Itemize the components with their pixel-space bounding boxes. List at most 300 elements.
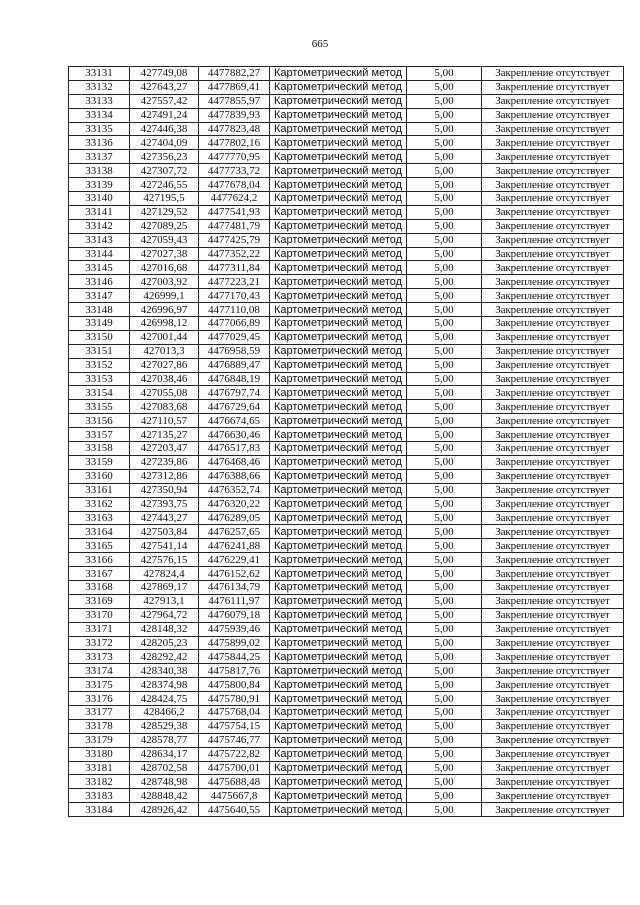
- y-coordinate-cell: 4477425,79: [199, 233, 270, 247]
- y-coordinate-cell: 4476289,05: [199, 511, 270, 525]
- y-coordinate-cell: 4477855,97: [199, 94, 270, 108]
- y-coordinate-cell: 4475688,48: [199, 775, 270, 789]
- x-coordinate-cell: 427869,17: [130, 580, 199, 594]
- point-number-cell: 33173: [69, 650, 130, 664]
- point-number-cell: 33144: [69, 247, 130, 261]
- table-row: [69, 192, 624, 206]
- x-coordinate-cell: 427446,38: [130, 122, 199, 136]
- x-coordinate-cell: 427239,86: [130, 455, 199, 469]
- x-coordinate-cell: 427404,09: [130, 136, 199, 150]
- x-coordinate-cell: 427350,94: [130, 483, 199, 497]
- point-number-cell: 33179: [69, 733, 130, 747]
- x-coordinate-cell: 427557,42: [130, 94, 199, 108]
- method-cell: Картометрический метод: [270, 511, 407, 525]
- accuracy-cell: 5,00: [407, 567, 482, 581]
- table-row: [69, 803, 624, 817]
- method-cell: Картометрический метод: [270, 205, 407, 219]
- y-coordinate-cell: 4476111,97: [199, 594, 270, 608]
- fixation-cell: Закрепление отсутствует: [482, 136, 624, 150]
- table-row: [69, 122, 624, 136]
- table-row: [69, 247, 624, 261]
- y-coordinate-cell: 4476848,19: [199, 372, 270, 386]
- accuracy-cell: 5,00: [407, 67, 482, 81]
- table-row: [69, 80, 624, 94]
- accuracy-cell: 5,00: [407, 469, 482, 483]
- x-coordinate-cell: 428926,42: [130, 803, 199, 817]
- accuracy-cell: 5,00: [407, 400, 482, 414]
- method-cell: Картометрический метод: [270, 650, 407, 664]
- x-coordinate-cell: 428848,42: [130, 789, 199, 803]
- table-row: [69, 67, 624, 81]
- y-coordinate-cell: 4476729,64: [199, 400, 270, 414]
- x-coordinate-cell: 426999,1: [130, 289, 199, 303]
- x-coordinate-cell: 427541,14: [130, 539, 199, 553]
- accuracy-cell: 5,00: [407, 636, 482, 650]
- fixation-cell: Закрепление отсутствует: [482, 539, 624, 553]
- point-number-cell: 33155: [69, 400, 130, 414]
- method-cell: Картометрический метод: [270, 192, 407, 206]
- accuracy-cell: 5,00: [407, 178, 482, 192]
- table-row: [69, 219, 624, 233]
- table-row: [69, 136, 624, 150]
- table-row: [69, 719, 624, 733]
- x-coordinate-cell: 427576,15: [130, 553, 199, 567]
- accuracy-cell: 5,00: [407, 442, 482, 456]
- fixation-cell: Закрепление отсутствует: [482, 233, 624, 247]
- point-number-cell: 33140: [69, 192, 130, 206]
- point-number-cell: 33132: [69, 80, 130, 94]
- fixation-cell: Закрепление отсутствует: [482, 219, 624, 233]
- point-number-cell: 33171: [69, 622, 130, 636]
- x-coordinate-cell: 428466,2: [130, 705, 199, 719]
- fixation-cell: Закрепление отсутствует: [482, 678, 624, 692]
- table-row: [69, 178, 624, 192]
- x-coordinate-cell: 428424,75: [130, 692, 199, 706]
- method-cell: Картометрический метод: [270, 719, 407, 733]
- method-cell: Картометрический метод: [270, 150, 407, 164]
- x-coordinate-cell: 427491,24: [130, 108, 199, 122]
- method-cell: Картометрический метод: [270, 664, 407, 678]
- fixation-cell: Закрепление отсутствует: [482, 775, 624, 789]
- accuracy-cell: 5,00: [407, 80, 482, 94]
- y-coordinate-cell: 4476388,66: [199, 469, 270, 483]
- table-row: [69, 692, 624, 706]
- x-coordinate-cell: 427356,23: [130, 150, 199, 164]
- table-row: [69, 344, 624, 358]
- table-row: [69, 330, 624, 344]
- x-coordinate-cell: 428748,98: [130, 775, 199, 789]
- y-coordinate-cell: 4477066,89: [199, 317, 270, 331]
- fixation-cell: Закрепление отсутствует: [482, 94, 624, 108]
- y-coordinate-cell: 4476468,46: [199, 455, 270, 469]
- method-cell: Картометрический метод: [270, 317, 407, 331]
- point-number-cell: 33183: [69, 789, 130, 803]
- x-coordinate-cell: 427643,27: [130, 80, 199, 94]
- x-coordinate-cell: 427059,43: [130, 233, 199, 247]
- point-number-cell: 33139: [69, 178, 130, 192]
- point-number-cell: 33164: [69, 525, 130, 539]
- method-cell: Картометрический метод: [270, 108, 407, 122]
- accuracy-cell: 5,00: [407, 247, 482, 261]
- y-coordinate-cell: 4477839,93: [199, 108, 270, 122]
- point-number-cell: 33180: [69, 747, 130, 761]
- point-number-cell: 33138: [69, 164, 130, 178]
- x-coordinate-cell: 428340,38: [130, 664, 199, 678]
- table-row: [69, 789, 624, 803]
- method-cell: Картометрический метод: [270, 219, 407, 233]
- method-cell: Картометрический метод: [270, 275, 407, 289]
- fixation-cell: Закрепление отсутствует: [482, 414, 624, 428]
- table-row: [69, 303, 624, 317]
- method-cell: Картометрический метод: [270, 261, 407, 275]
- x-coordinate-cell: 427055,08: [130, 386, 199, 400]
- method-cell: Картометрический метод: [270, 80, 407, 94]
- accuracy-cell: 5,00: [407, 372, 482, 386]
- accuracy-cell: 5,00: [407, 775, 482, 789]
- y-coordinate-cell: 4477541,93: [199, 205, 270, 219]
- method-cell: Картометрический метод: [270, 469, 407, 483]
- accuracy-cell: 5,00: [407, 803, 482, 817]
- table-row: [69, 289, 624, 303]
- y-coordinate-cell: 4477352,22: [199, 247, 270, 261]
- method-cell: Картометрический метод: [270, 386, 407, 400]
- method-cell: Картометрический метод: [270, 803, 407, 817]
- x-coordinate-cell: 427016,68: [130, 261, 199, 275]
- table-row: [69, 678, 624, 692]
- point-number-cell: 33131: [69, 67, 130, 81]
- fixation-cell: Закрепление отсутствует: [482, 497, 624, 511]
- point-number-cell: 33162: [69, 497, 130, 511]
- fixation-cell: Закрепление отсутствует: [482, 344, 624, 358]
- y-coordinate-cell: 4475768,04: [199, 705, 270, 719]
- x-coordinate-cell: 427964,72: [130, 608, 199, 622]
- x-coordinate-cell: 428148,32: [130, 622, 199, 636]
- y-coordinate-cell: 4477481,79: [199, 219, 270, 233]
- x-coordinate-cell: 427203,47: [130, 442, 199, 456]
- accuracy-cell: 5,00: [407, 150, 482, 164]
- y-coordinate-cell: 4477029,45: [199, 330, 270, 344]
- point-number-cell: 33133: [69, 94, 130, 108]
- accuracy-cell: 5,00: [407, 136, 482, 150]
- fixation-cell: Закрепление отсутствует: [482, 247, 624, 261]
- table-row: [69, 525, 624, 539]
- y-coordinate-cell: 4477170,43: [199, 289, 270, 303]
- x-coordinate-cell: 427089,25: [130, 219, 199, 233]
- table-row: [69, 317, 624, 331]
- accuracy-cell: 5,00: [407, 386, 482, 400]
- fixation-cell: Закрепление отсутствует: [482, 650, 624, 664]
- point-number-cell: 33145: [69, 261, 130, 275]
- y-coordinate-cell: 4477823,48: [199, 122, 270, 136]
- accuracy-cell: 5,00: [407, 455, 482, 469]
- y-coordinate-cell: 4476517,83: [199, 442, 270, 456]
- y-coordinate-cell: 4477110,08: [199, 303, 270, 317]
- fixation-cell: Закрепление отсутствует: [482, 358, 624, 372]
- coordinates-table: [68, 66, 624, 817]
- coordinates-table-body: [69, 67, 624, 817]
- table-row: [69, 358, 624, 372]
- y-coordinate-cell: 4477223,21: [199, 275, 270, 289]
- fixation-cell: Закрепление отсутствует: [482, 150, 624, 164]
- y-coordinate-cell: 4476958,59: [199, 344, 270, 358]
- accuracy-cell: 5,00: [407, 414, 482, 428]
- y-coordinate-cell: 4475746,77: [199, 733, 270, 747]
- point-number-cell: 33149: [69, 317, 130, 331]
- point-number-cell: 33137: [69, 150, 130, 164]
- point-number-cell: 33134: [69, 108, 130, 122]
- accuracy-cell: 5,00: [407, 275, 482, 289]
- fixation-cell: Закрепление отсутствует: [482, 303, 624, 317]
- fixation-cell: Закрепление отсутствует: [482, 733, 624, 747]
- point-number-cell: 33148: [69, 303, 130, 317]
- accuracy-cell: 5,00: [407, 650, 482, 664]
- accuracy-cell: 5,00: [407, 122, 482, 136]
- table-row: [69, 164, 624, 178]
- y-coordinate-cell: 4475700,01: [199, 761, 270, 775]
- method-cell: Картометрический метод: [270, 94, 407, 108]
- accuracy-cell: 5,00: [407, 219, 482, 233]
- accuracy-cell: 5,00: [407, 594, 482, 608]
- x-coordinate-cell: 427393,75: [130, 497, 199, 511]
- method-cell: Картометрический метод: [270, 303, 407, 317]
- x-coordinate-cell: 427824,4: [130, 567, 199, 581]
- method-cell: Картометрический метод: [270, 789, 407, 803]
- y-coordinate-cell: 4477733,72: [199, 164, 270, 178]
- method-cell: Картометрический метод: [270, 761, 407, 775]
- method-cell: Картометрический метод: [270, 705, 407, 719]
- table-row: [69, 233, 624, 247]
- method-cell: Картометрический метод: [270, 497, 407, 511]
- accuracy-cell: 5,00: [407, 622, 482, 636]
- fixation-cell: Закрепление отсутствует: [482, 747, 624, 761]
- page-number: 665: [311, 38, 329, 50]
- table-row: [69, 608, 624, 622]
- table-row: [69, 511, 624, 525]
- table-row: [69, 261, 624, 275]
- table-row: [69, 650, 624, 664]
- table-row: [69, 567, 624, 581]
- y-coordinate-cell: 4475754,15: [199, 719, 270, 733]
- point-number-cell: 33135: [69, 122, 130, 136]
- y-coordinate-cell: 4476630,46: [199, 428, 270, 442]
- y-coordinate-cell: 4475780,91: [199, 692, 270, 706]
- table-row: [69, 400, 624, 414]
- table-row: [69, 483, 624, 497]
- x-coordinate-cell: 427913,1: [130, 594, 199, 608]
- y-coordinate-cell: 4476241,88: [199, 539, 270, 553]
- fixation-cell: Закрепление отсутствует: [482, 205, 624, 219]
- method-cell: Картометрический метод: [270, 692, 407, 706]
- table-row: [69, 469, 624, 483]
- x-coordinate-cell: 426998,12: [130, 317, 199, 331]
- x-coordinate-cell: 427003,92: [130, 275, 199, 289]
- x-coordinate-cell: 428529,38: [130, 719, 199, 733]
- table-row: [69, 428, 624, 442]
- point-number-cell: 33152: [69, 358, 130, 372]
- point-number-cell: 33136: [69, 136, 130, 150]
- fixation-cell: Закрепление отсутствует: [482, 692, 624, 706]
- point-number-cell: 33174: [69, 664, 130, 678]
- y-coordinate-cell: 4477882,27: [199, 67, 270, 81]
- y-coordinate-cell: 4476320,22: [199, 497, 270, 511]
- point-number-cell: 33178: [69, 719, 130, 733]
- point-number-cell: 33150: [69, 330, 130, 344]
- method-cell: Картометрический метод: [270, 164, 407, 178]
- table-row: [69, 414, 624, 428]
- y-coordinate-cell: 4476134,79: [199, 580, 270, 594]
- point-number-cell: 33169: [69, 594, 130, 608]
- fixation-cell: Закрепление отсутствует: [482, 705, 624, 719]
- fixation-cell: Закрепление отсутствует: [482, 553, 624, 567]
- table-row: [69, 108, 624, 122]
- table-row: [69, 553, 624, 567]
- fixation-cell: Закрепление отсутствует: [482, 622, 624, 636]
- point-number-cell: 33156: [69, 414, 130, 428]
- fixation-cell: Закрепление отсутствует: [482, 483, 624, 497]
- y-coordinate-cell: 4475817,76: [199, 664, 270, 678]
- point-number-cell: 33163: [69, 511, 130, 525]
- accuracy-cell: 5,00: [407, 608, 482, 622]
- table-row: [69, 205, 624, 219]
- accuracy-cell: 5,00: [407, 789, 482, 803]
- y-coordinate-cell: 4476352,74: [199, 483, 270, 497]
- point-number-cell: 33160: [69, 469, 130, 483]
- accuracy-cell: 5,00: [407, 553, 482, 567]
- accuracy-cell: 5,00: [407, 303, 482, 317]
- table-row: [69, 372, 624, 386]
- accuracy-cell: 5,00: [407, 317, 482, 331]
- accuracy-cell: 5,00: [407, 428, 482, 442]
- accuracy-cell: 5,00: [407, 233, 482, 247]
- x-coordinate-cell: 427749,08: [130, 67, 199, 81]
- method-cell: Картометрический метод: [270, 330, 407, 344]
- accuracy-cell: 5,00: [407, 719, 482, 733]
- fixation-cell: Закрепление отсутствует: [482, 122, 624, 136]
- x-coordinate-cell: 427001,44: [130, 330, 199, 344]
- point-number-cell: 33184: [69, 803, 130, 817]
- fixation-cell: Закрепление отсутствует: [482, 330, 624, 344]
- method-cell: Картометрический метод: [270, 622, 407, 636]
- accuracy-cell: 5,00: [407, 94, 482, 108]
- method-cell: Картометрический метод: [270, 525, 407, 539]
- fixation-cell: Закрепление отсутствует: [482, 164, 624, 178]
- x-coordinate-cell: 427503,84: [130, 525, 199, 539]
- fixation-cell: Закрепление отсутствует: [482, 442, 624, 456]
- table-row: [69, 539, 624, 553]
- table-row: [69, 594, 624, 608]
- x-coordinate-cell: 426996,97: [130, 303, 199, 317]
- fixation-cell: Закрепление отсутствует: [482, 400, 624, 414]
- table-row: [69, 497, 624, 511]
- point-number-cell: 33151: [69, 344, 130, 358]
- accuracy-cell: 5,00: [407, 511, 482, 525]
- y-coordinate-cell: 4476152,62: [199, 567, 270, 581]
- fixation-cell: Закрепление отсутствует: [482, 580, 624, 594]
- method-cell: Картометрический метод: [270, 344, 407, 358]
- table-row: [69, 275, 624, 289]
- method-cell: Картометрический метод: [270, 539, 407, 553]
- accuracy-cell: 5,00: [407, 705, 482, 719]
- table-row: [69, 622, 624, 636]
- y-coordinate-cell: 4477624,2: [199, 192, 270, 206]
- table-row: [69, 761, 624, 775]
- fixation-cell: Закрепление отсутствует: [482, 664, 624, 678]
- point-number-cell: 33176: [69, 692, 130, 706]
- x-coordinate-cell: 427129,52: [130, 205, 199, 219]
- fixation-cell: Закрепление отсутствует: [482, 455, 624, 469]
- y-coordinate-cell: 4475667,8: [199, 789, 270, 803]
- y-coordinate-cell: 4477869,41: [199, 80, 270, 94]
- point-number-cell: 33146: [69, 275, 130, 289]
- accuracy-cell: 5,00: [407, 164, 482, 178]
- fixation-cell: Закрепление отсутствует: [482, 80, 624, 94]
- method-cell: Картометрический метод: [270, 455, 407, 469]
- y-coordinate-cell: 4476079,18: [199, 608, 270, 622]
- fixation-cell: Закрепление отсутствует: [482, 789, 624, 803]
- method-cell: Картометрический метод: [270, 289, 407, 303]
- method-cell: Картометрический метод: [270, 678, 407, 692]
- point-number-cell: 33166: [69, 553, 130, 567]
- x-coordinate-cell: 427027,38: [130, 247, 199, 261]
- y-coordinate-cell: 4477802,16: [199, 136, 270, 150]
- point-number-cell: 33143: [69, 233, 130, 247]
- point-number-cell: 33154: [69, 386, 130, 400]
- fixation-cell: Закрепление отсутствует: [482, 192, 624, 206]
- method-cell: Картометрический метод: [270, 747, 407, 761]
- fixation-cell: Закрепление отсутствует: [482, 428, 624, 442]
- x-coordinate-cell: 427443,27: [130, 511, 199, 525]
- accuracy-cell: 5,00: [407, 497, 482, 511]
- point-number-cell: 33158: [69, 442, 130, 456]
- x-coordinate-cell: 428205,23: [130, 636, 199, 650]
- point-number-cell: 33167: [69, 567, 130, 581]
- accuracy-cell: 5,00: [407, 580, 482, 594]
- x-coordinate-cell: 428292,42: [130, 650, 199, 664]
- fixation-cell: Закрепление отсутствует: [482, 511, 624, 525]
- accuracy-cell: 5,00: [407, 664, 482, 678]
- method-cell: Картометрический метод: [270, 428, 407, 442]
- y-coordinate-cell: 4475800,84: [199, 678, 270, 692]
- fixation-cell: Закрепление отсутствует: [482, 608, 624, 622]
- fixation-cell: Закрепление отсутствует: [482, 386, 624, 400]
- accuracy-cell: 5,00: [407, 483, 482, 497]
- fixation-cell: Закрепление отсутствует: [482, 803, 624, 817]
- y-coordinate-cell: 4476889,47: [199, 358, 270, 372]
- method-cell: Картометрический метод: [270, 608, 407, 622]
- x-coordinate-cell: 427307,72: [130, 164, 199, 178]
- accuracy-cell: 5,00: [407, 692, 482, 706]
- method-cell: Картометрический метод: [270, 594, 407, 608]
- fixation-cell: Закрепление отсутствует: [482, 178, 624, 192]
- table-row: [69, 664, 624, 678]
- y-coordinate-cell: 4475722,82: [199, 747, 270, 761]
- point-number-cell: 33177: [69, 705, 130, 719]
- table-row: [69, 747, 624, 761]
- method-cell: Картометрический метод: [270, 233, 407, 247]
- point-number-cell: 33165: [69, 539, 130, 553]
- fixation-cell: Закрепление отсутствует: [482, 594, 624, 608]
- method-cell: Картометрический метод: [270, 400, 407, 414]
- fixation-cell: Закрепление отсутствует: [482, 525, 624, 539]
- x-coordinate-cell: 428634,17: [130, 747, 199, 761]
- accuracy-cell: 5,00: [407, 761, 482, 775]
- table-row: [69, 442, 624, 456]
- x-coordinate-cell: 427027,86: [130, 358, 199, 372]
- y-coordinate-cell: 4477678,04: [199, 178, 270, 192]
- fixation-cell: Закрепление отсутствует: [482, 719, 624, 733]
- fixation-cell: Закрепление отсутствует: [482, 469, 624, 483]
- fixation-cell: Закрепление отсутствует: [482, 372, 624, 386]
